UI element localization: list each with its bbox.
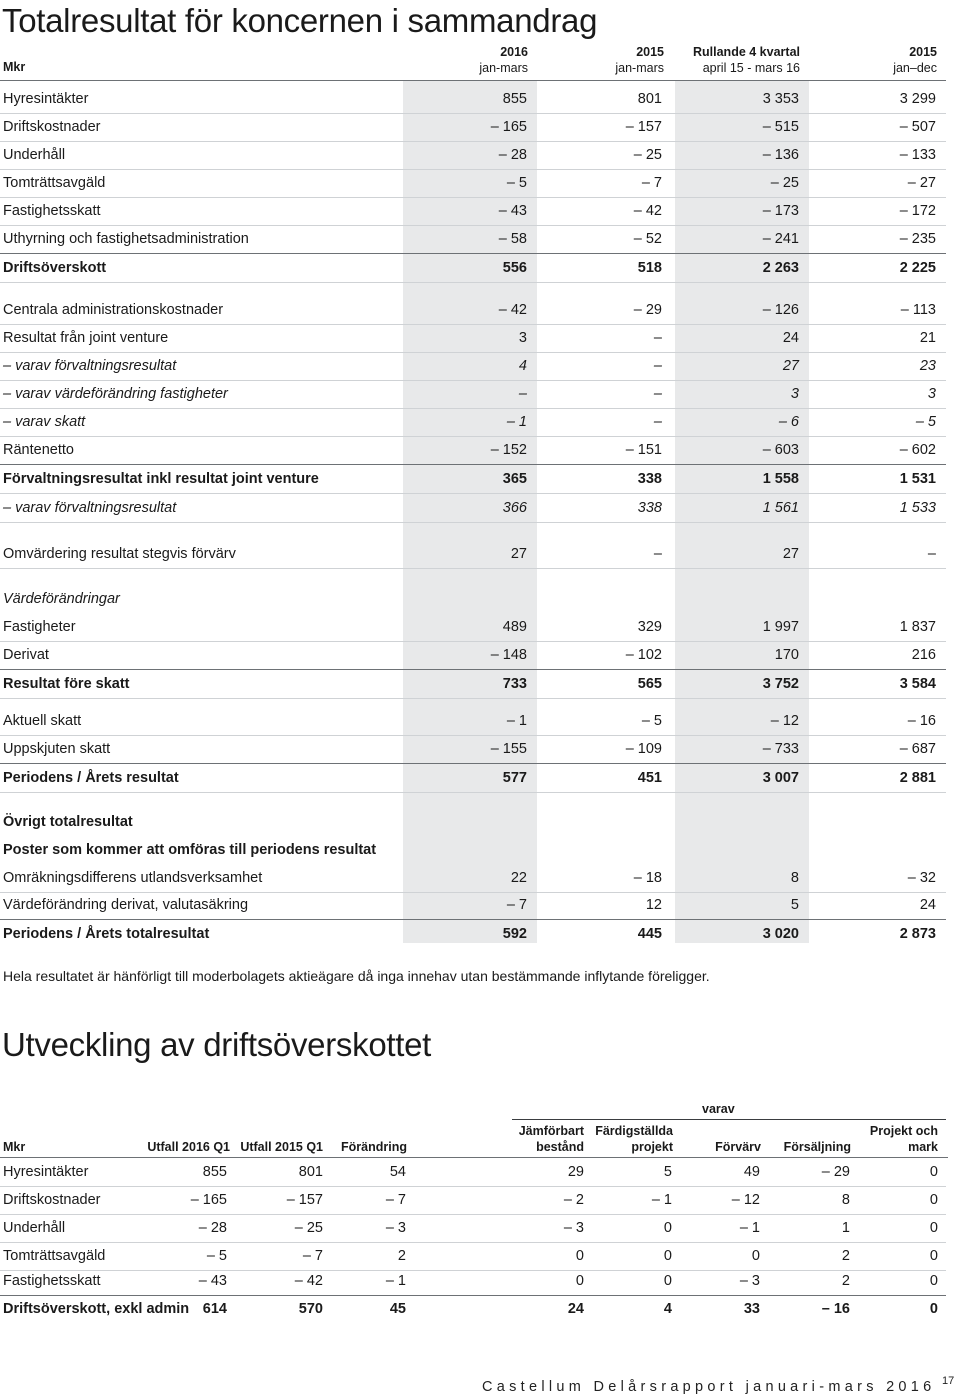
table-row: Värdeförändring derivat, valutasäkring – 7 12 5 24 (3, 897, 936, 913)
header-rule (0, 1157, 948, 1158)
table-row: Derivat – 148 – 102 170 216 (3, 647, 936, 663)
table-row: Hyresintäkter 855 801 3 353 3 299 (0, 85, 946, 114)
column-header-fardigstallda: Färdigställda projekt (595, 1124, 673, 1154)
column-header-utfall-2015: Utfall 2015 Q1 (240, 1140, 323, 1154)
varav-group-rule (512, 1119, 946, 1120)
table-row: Fastighetsskatt – 43 – 42 – 1 0 0 – 3 2 0 (3, 1273, 938, 1289)
subtotal-row: Driftsöverskott 556 518 2 263 2 225 (0, 253, 946, 283)
table-row: Fastighetsskatt – 43 – 42 – 173 – 172 (0, 197, 946, 226)
table-row: Räntenetto – 152 – 151 – 603 – 602 (3, 442, 936, 458)
table-row: Aktuell skatt – 1 – 5 – 12 – 16 (0, 707, 946, 736)
unit-label: Mkr (3, 60, 26, 74)
table-row: Uppskjuten skatt – 155 – 109 – 733 – 687 (3, 741, 936, 757)
column-header-rolling: Rullande 4 kvartal april 15 - mars 16 (693, 45, 800, 75)
total-row: Driftsöverskott, exkl admin 614 570 45 24 4 33 – 16 0 (0, 1295, 946, 1323)
column-header-projekt-och-mark: Projekt och mark (869, 1124, 938, 1154)
table-row: – varav förvaltningsresultat 366 338 1 561 1 533 (0, 494, 946, 523)
table-row: Resultat från joint venture 3 – 24 21 (0, 324, 946, 353)
table-row: Centrala administrationskostnader – 42 – 29 – 126 – 113 (0, 296, 946, 325)
footnote: Hela resultatet är hänförligt till moderbolagets aktieägare då inga innehav utan bestämmande inflytande föreligger. (3, 968, 710, 984)
group-heading-row: Poster som kommer att omföras till periodens resultat (3, 842, 377, 858)
table-row: Underhåll – 28 – 25 – 136 – 133 (0, 141, 946, 170)
column-header-utfall-2016: Utfall 2016 Q1 (147, 1140, 230, 1154)
subtotal-row: Resultat före skatt 733 565 3 752 3 584 (0, 669, 946, 699)
table-row: Omvärdering resultat stegvis förvärv 27 – 27 – (0, 540, 946, 569)
group-heading-row: Övrigt totalresultat (3, 814, 133, 830)
page-title: Totalresultat för koncernen i sammandrag (2, 2, 598, 39)
total-row: Periodens / Årets resultat 577 451 3 007 2 881 (0, 763, 946, 793)
unit-label: Mkr (3, 1140, 26, 1154)
table-row: Driftskostnader – 165 – 157 – 7 – 2 – 1 – 12 8 0 (0, 1187, 946, 1215)
group-heading-row: Värdeförändringar (3, 591, 120, 607)
table-row: – varav värdeförändring fastigheter – – 3 3 (0, 380, 946, 409)
total-row: Periodens / Årets totalresultat 592 445 3 020 2 873 (0, 919, 946, 948)
column-header-jamforbart: Jämförbart bestånd (518, 1124, 584, 1154)
header-rule (0, 80, 946, 81)
column-header-forvarv: Förvärv (715, 1140, 761, 1154)
report-footer: Castellum Delårsrapport januari-mars 2016 (482, 1379, 936, 1395)
table-row: Omräkningsdifferens utlandsverksamhet 22 – 18 8 – 32 (0, 864, 946, 893)
column-header-2016: 2016 jan-mars (479, 45, 528, 75)
subtotal-row: Förvaltningsresultat inkl resultat joint venture 365 338 1 558 1 531 (0, 464, 946, 494)
table-row: Underhåll – 28 – 25 – 3 – 3 0 – 1 1 0 (0, 1215, 946, 1243)
table-row: – varav förvaltningsresultat 4 – 27 23 (0, 352, 946, 381)
table-row: Tomträttsavgäld – 5 – 7 2 0 0 0 2 0 (0, 1243, 946, 1271)
page-number: 17 (942, 1375, 955, 1387)
table-row: Fastigheter 489 329 1 997 1 837 (0, 613, 946, 642)
varav-group-label: varav (702, 1102, 735, 1116)
table-row: – varav skatt – 1 – – 6 – 5 (0, 408, 946, 437)
table-row: Driftskostnader – 165 – 157 – 515 – 507 (0, 113, 946, 142)
column-header-2015-full: 2015 jan–dec (893, 45, 937, 75)
column-header-forsaljning: Försäljning (783, 1140, 851, 1154)
table-row: Hyresintäkter 855 801 54 29 5 49 – 29 0 (0, 1159, 946, 1187)
section-title: Utveckling av driftsöverskottet (2, 1026, 432, 1063)
column-header-forandring: Förändring (341, 1140, 407, 1154)
table-row: Uthyrning och fastighetsadministration – 58 – 52 – 241 – 235 (3, 231, 936, 247)
column-header-2015: 2015 jan-mars (615, 45, 664, 75)
table-row: Tomträttsavgäld – 5 – 7 – 25 – 27 (0, 169, 946, 198)
